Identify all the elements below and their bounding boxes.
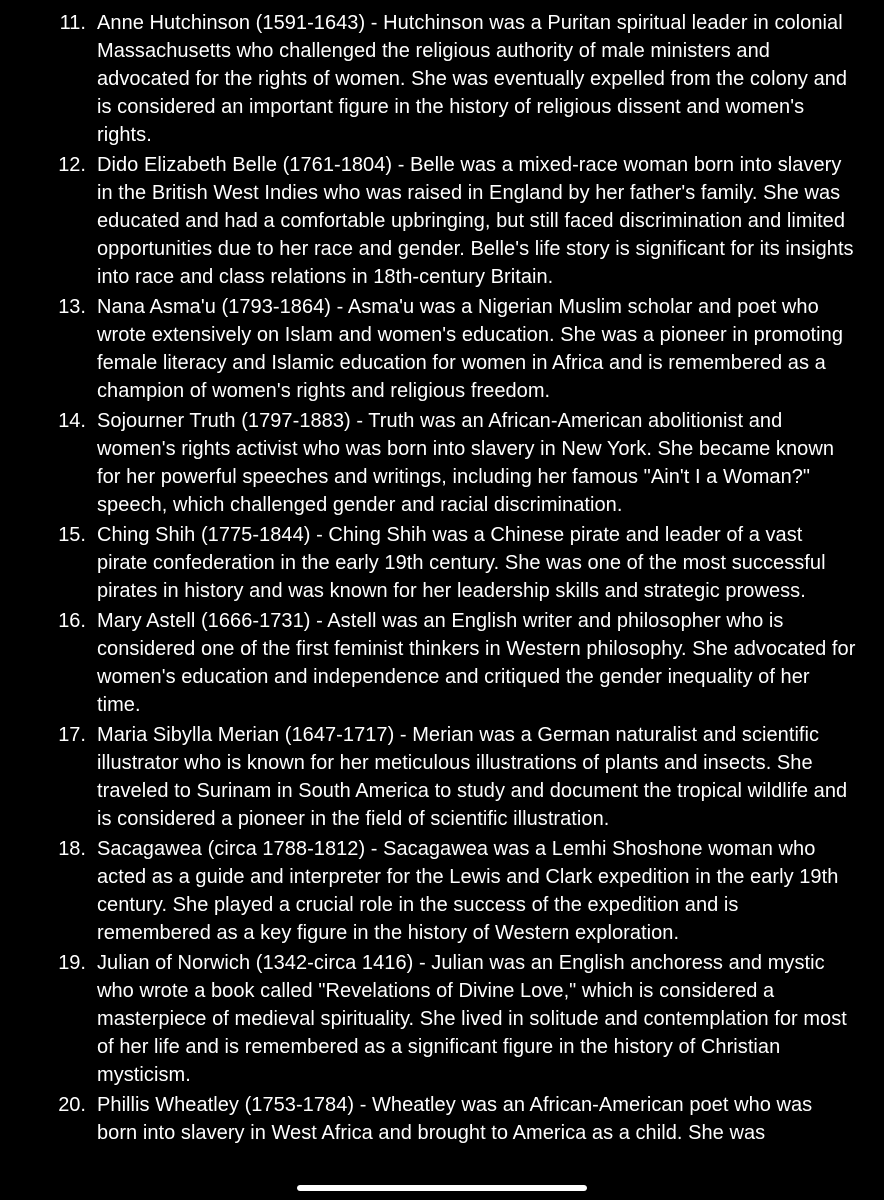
list-item [0,721,884,833]
list-item [0,607,884,719]
list-item [0,835,884,947]
list-item-number: 12. [58,154,86,176]
list-item-text: Ching Shih (1775-1844) - Ching Shih was a Chinese pirate and leader of a vast pirate confederation in the early 19th century. She was one of the most successful pirates in history and was known for her leadership skills and strategic prowess. [97,524,826,602]
list-item-text: Julian of Norwich (1342-circa 1416) - Julian was an English anchoress and mystic who wrote a book called "Revelations of Divine Love," which is considered a masterpiece of medieval spirituality. She lived in solitude and contemplation for most of her life and is remembered as a significant figure in the history of Christian mysticism. [97,952,847,1086]
list-item [0,407,884,519]
list-item-number: 17. [58,724,86,746]
list-item [0,151,884,291]
list-item-text: Sacagawea (circa 1788-1812) - Sacagawea was a Lemhi Shoshone woman who acted as a guide and interpreter for the Lewis and Clark expedition in the early 19th century. She played a crucial role in the success of the expedition and is remembered as a key figure in the history of Western exploration. [97,838,839,944]
list-item [0,949,884,1089]
list-item-number: 19. [58,952,86,974]
list-item-text: Dido Elizabeth Belle (1761-1804) - Belle was a mixed-race woman born into slavery in the British West Indies who was raised in England by her father's family. She was educated and had a comfortable upbringing, but still faced discrimination and limited opportunities due to her race and gender. Belle's life story is significant for its insights into race and class relations in 18th-century Britain. [97,154,854,288]
list-item-number: 14. [58,410,86,432]
list-item-text: Maria Sibylla Merian (1647-1717) - Merian was a German naturalist and scientific illustrator who is known for her meticulous illustrations of plants and insects. She traveled to Surinam in South America to study and document the tropical wildlife and is considered a pioneer in the field of scientific illustration. [97,724,848,830]
list-item-text: Nana Asma'u (1793-1864) - Asma'u was a Nigerian Muslim scholar and poet who wrote extensively on Islam and women's education. She was a pioneer in promoting female literacy and Islamic education for women in Africa and is remembered as a champion of women's rights and religious freedom. [97,296,844,402]
list-item-text: Sojourner Truth (1797-1883) - Truth was an African-American abolitionist and women's rights activist who was born into slavery in New York. She became known for her powerful speeches and writings, including her famous "Ain't I a Woman?" speech, which challenged gender and racial discrimination. [97,410,834,516]
list-item [0,1091,884,1147]
numbered-list [0,9,884,1149]
list-item-number: 13. [58,296,86,318]
list-item-number: 18. [58,838,86,860]
list-item-number: 15. [58,524,86,546]
list-item-text: Phillis Wheatley (1753-1784) - Wheatley was an African-American poet who was born into slavery in West Africa and brought to America as a child. She was [97,1094,813,1144]
list-item-number: 11. [59,12,86,34]
list-item [0,521,884,605]
list-item [0,9,884,149]
list-item [0,293,884,405]
list-item-number: 20. [58,1094,86,1116]
home-indicator-bar[interactable] [297,1185,587,1191]
list-item-number: 16. [58,610,86,632]
list-item-text: Anne Hutchinson (1591-1643) - Hutchinson was a Puritan spiritual leader in colonial Massachusetts who challenged the religious authority of male ministers and advocated for the rights of women. She was eventually expelled from the colony and is considered an important figure in the history of religious dissent and women's rights. [97,12,848,146]
list-item-text: Mary Astell (1666-1731) - Astell was an English writer and philosopher who is considered one of the first feminist thinkers in Western philosophy. She advocated for women's education and independence and critiqued the gender inequality of her time. [97,610,856,716]
